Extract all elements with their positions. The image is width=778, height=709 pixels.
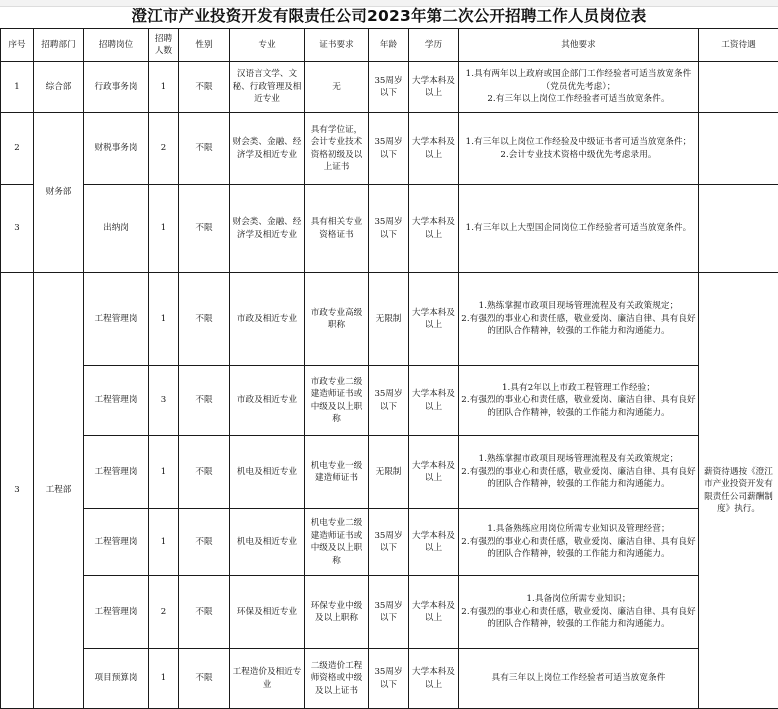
cell-dept: 工程部: [34, 273, 84, 709]
cell-cert: 二级造价工程师资格或中级及以上证书: [305, 649, 369, 709]
cell-count: 3: [149, 366, 179, 436]
header-gender: 性别: [179, 29, 230, 62]
cell-age: 35周岁以下: [369, 649, 409, 709]
cell-age: 35周岁以下: [369, 509, 409, 576]
header-count-line1: 招聘: [154, 33, 173, 44]
req-line: 2.有三年以上岗位工作经验者可适当放宽条件。: [487, 94, 670, 105]
req-line: 2.有强烈的事业心和责任感，敬业爱岗、廉洁自律、具有良好的团队合作精神，较强的工作能力和沟通能力。: [461, 313, 696, 337]
cell-other: [459, 62, 699, 113]
req-line: 1.具有两年以上政府或国企部门工作经验者可适当放宽条件（党员优先考虑）；: [465, 69, 692, 92]
header-no: 序号: [1, 29, 34, 62]
cell-other: [459, 576, 699, 649]
req-line: 2.有强烈的事业心和责任感，敬业爱岗、廉洁自律、具有良好的团队合作精神，较强的工作能力和沟通能力。: [461, 536, 696, 560]
cell-post: 行政事务岗: [84, 62, 149, 113]
cell-cert: 市政专业高级职称: [305, 273, 369, 366]
cell-gender: 不限: [179, 273, 230, 366]
cell-other: [459, 436, 699, 509]
cell-post: 工程管理岗: [84, 509, 149, 576]
cell-other: [459, 366, 699, 436]
cell-salary-blank: [699, 113, 778, 185]
cell-other: [459, 649, 699, 709]
cell-major: 机电及相近专业: [230, 509, 305, 576]
header-count-line2: 人数: [154, 46, 173, 56]
cell-gender: 不限: [179, 649, 230, 709]
cell-major: 机电及相近专业: [230, 436, 305, 509]
cell-salary-blank: [699, 185, 778, 273]
req-line: 2.有强烈的事业心和责任感，敬业爱岗、廉洁自律、具有良好的团队合作精神，较强的工作能力和沟通能力。: [461, 466, 696, 490]
req-line: 1.有三年以上大型国企同岗位工作经验者可适当放宽条件。: [465, 223, 692, 234]
cell-count: 1: [149, 273, 179, 366]
cell-cert: 具有学位证，会计专业技术资格初级及以上证书: [305, 113, 369, 185]
table-row: [1, 62, 778, 113]
cell-gender: 不限: [179, 436, 230, 509]
cell-major: 市政及相近专业: [230, 366, 305, 436]
cell-count: 1: [149, 436, 179, 509]
header-salary: 工资待遇: [699, 29, 778, 62]
table-row: [1, 113, 778, 185]
cell-edu: 大学本科及以上: [409, 436, 459, 509]
cell-cert: 具有相关专业资格证书: [305, 185, 369, 273]
cell-major: 工程造价及相近专业: [230, 649, 305, 709]
cell-gender: 不限: [179, 62, 230, 113]
table-row: [1, 649, 778, 709]
cell-major: 环保及相近专业: [230, 576, 305, 649]
req-line: 1.有三年以上岗位工作经验及中级证书者可适当放宽条件；: [465, 137, 692, 147]
cell-other: [459, 509, 699, 576]
header-edu: 学历: [409, 29, 459, 62]
cell-no: 2: [1, 113, 34, 185]
req-line: 1.具备熟练应用岗位所需专业知识及管理经营；: [487, 524, 670, 535]
cell-edu: 大学本科及以上: [409, 113, 459, 185]
table-row: [1, 185, 778, 273]
cell-major: 财会类、金融、经济学及相近专业: [230, 185, 305, 273]
cell-other: [459, 113, 699, 185]
cell-cert: 市政专业二级建造师证书或中级及以上职称: [305, 366, 369, 436]
cell-other: [459, 185, 699, 273]
cell-gender: 不限: [179, 366, 230, 436]
cell-no: 3: [1, 273, 34, 709]
cell-age: 无限制: [369, 436, 409, 509]
cell-gender: 不限: [179, 509, 230, 576]
cell-post: 出纳岗: [84, 185, 149, 273]
req-line: 1.具有2年以上市政工程管理工作经验；: [501, 382, 656, 393]
cell-post: 项目预算岗: [84, 649, 149, 709]
cell-count: 1: [149, 185, 179, 273]
cell-edu: 大学本科及以上: [409, 649, 459, 709]
header-major: 专业: [230, 29, 305, 62]
header-age: 年龄: [369, 29, 409, 62]
cell-age: 35周岁以下: [369, 366, 409, 436]
table-title: 澄江市产业投资开发有限责任公司2023年第二次公开招聘工作人员岗位表: [131, 7, 647, 25]
cell-post: 财税事务岗: [84, 113, 149, 185]
req-line: 1.具备岗位所需专业知识；: [526, 594, 631, 605]
table-row: [1, 273, 778, 366]
cell-other: [459, 273, 699, 366]
cell-edu: 大学本科及以上: [409, 509, 459, 576]
cell-age: 无限制: [369, 273, 409, 366]
req-line: 1.熟练掌握市政项目现场管理流程及有关政策规定；: [478, 454, 679, 465]
cell-post: 工程管理岗: [84, 436, 149, 509]
cell-count: 1: [149, 649, 179, 709]
req-line: 具有三年以上岗位工作经验者可适当放宽条件: [491, 673, 666, 684]
req-line: 2.有强烈的事业心和责任感，敬业爱岗、廉洁自律、具有良好的团队合作精神，较强的工作能力和沟通能力。: [461, 606, 696, 630]
cell-edu: 大学本科及以上: [409, 273, 459, 366]
cell-gender: 不限: [179, 576, 230, 649]
cell-gender: 不限: [179, 185, 230, 273]
cell-count: 1: [149, 62, 179, 113]
cell-edu: 大学本科及以上: [409, 62, 459, 113]
cell-major: 汉语言文学、文秘、行政管理及相近专业: [230, 62, 305, 113]
cell-cert: 环保专业中级及以上职称: [305, 576, 369, 649]
table-row: [1, 509, 778, 576]
req-line: 1.熟练掌握市政项目现场管理流程及有关政策规定；: [478, 301, 679, 312]
cell-major: 市政及相近专业: [230, 273, 305, 366]
cell-age: 35周岁以下: [369, 185, 409, 273]
cell-edu: 大学本科及以上: [409, 185, 459, 273]
cell-post: 工程管理岗: [84, 273, 149, 366]
cell-count: 2: [149, 576, 179, 649]
cell-age: 35周岁以下: [369, 62, 409, 113]
header-cert: 证书要求: [305, 29, 369, 62]
header-post: 招聘岗位: [84, 29, 149, 62]
cell-no: 1: [1, 62, 34, 113]
cell-cert: 机电专业一级建造师证书: [305, 436, 369, 509]
req-line: 2.会计专业技术资格中级优先考虑录用。: [500, 149, 657, 160]
cell-dept: 综合部: [34, 62, 84, 113]
cell-edu: 大学本科及以上: [409, 366, 459, 436]
cell-post: 工程管理岗: [84, 366, 149, 436]
cell-cert: 机电专业二级建造师证书或中级及以上职称: [305, 509, 369, 576]
cell-gender: 不限: [179, 113, 230, 185]
cell-dept: 财务部: [34, 113, 84, 273]
cell-age: 35周岁以下: [369, 113, 409, 185]
cell-major: 财会类、金融、经济学及相近专业: [230, 113, 305, 185]
positions-table: [0, 28, 778, 709]
cell-post: 工程管理岗: [84, 576, 149, 649]
cell-age: 35周岁以下: [369, 576, 409, 649]
cell-salary: 薪资待遇按《澄江市产业投资开发有限责任公司薪酬制度》执行。: [699, 273, 778, 709]
cell-count: 2: [149, 113, 179, 185]
table-row: [1, 576, 778, 649]
header-other: 其他要求: [459, 29, 699, 62]
table-row: [1, 366, 778, 436]
cell-no: 3: [1, 185, 34, 273]
table-row: [1, 436, 778, 509]
cell-edu: 大学本科及以上: [409, 576, 459, 649]
req-line: 2.有强烈的事业心和责任感，敬业爱岗、廉洁自律、具有良好的团队合作精神，较强的工作能力和沟通能力。: [461, 395, 696, 418]
header-dept: 招聘部门: [34, 29, 84, 62]
cell-cert: 无: [305, 62, 369, 113]
header-row: [1, 29, 778, 62]
cell-count: 1: [149, 509, 179, 576]
cell-salary-blank: [699, 62, 778, 113]
header-count: [149, 29, 179, 62]
